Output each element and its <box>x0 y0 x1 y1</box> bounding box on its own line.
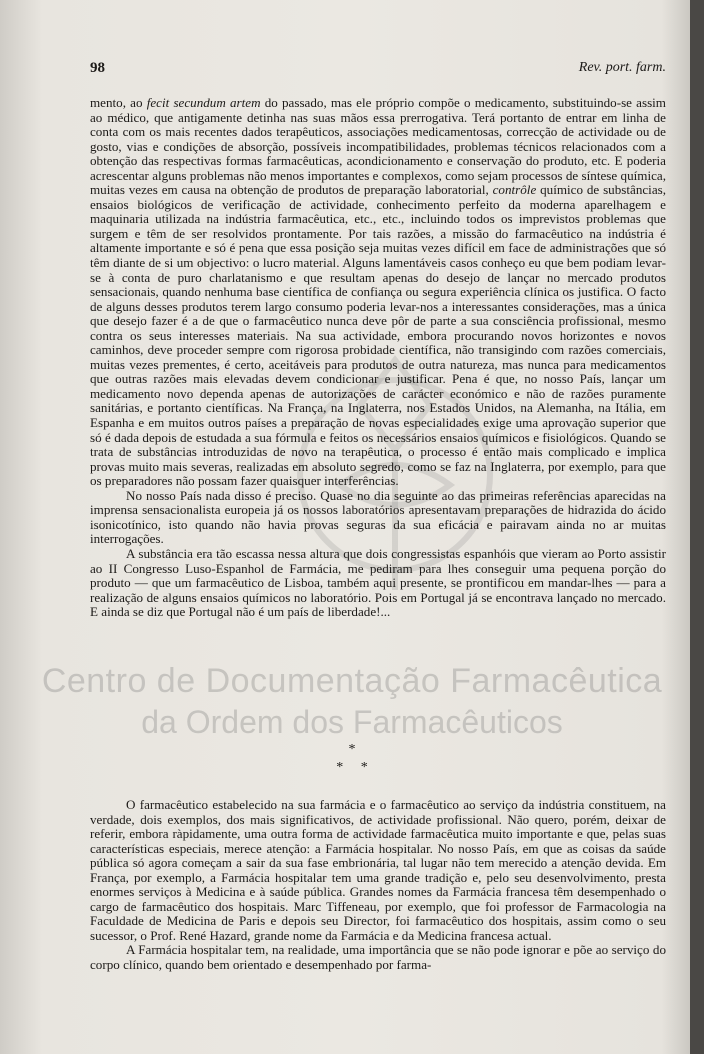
page-number: 98 <box>90 60 105 76</box>
scan-edge <box>690 0 704 1054</box>
section-separator-bottom: * * <box>336 760 368 775</box>
paragraph: A substância era tão escassa nessa altura que dois congressistas espanhóis que vieram ao Porto assistir ao II Congresso Luso-Espanhol de Farmácia, me pediram para lhes conseguir uma pequena porção do produto — que um farmacêutico de Lisboa, também aqui presente, se prontificou em mandar-lhes — para a realização de alguns ensaios químicos no laboratório. Pois em Portugal já se encontrava lançado no mercado. E ainda se diz que Portugal não é um país de liberdade!... <box>90 545 666 620</box>
watermark-line-1: Centro de Documentação Farmacêutica <box>41 662 663 700</box>
watermark-line-2: da Ordem dos Farmacêuticos <box>141 704 563 740</box>
paragraph: A Farmácia hospitalar tem, na realidade, uma importância que se não pode ignorar e põe ao serviço do corpo clínico, quando bem orientado e desempenhado por farma- <box>90 942 666 973</box>
journal-title: Rev. port. farm. <box>578 60 666 75</box>
article-body-top <box>90 96 666 620</box>
article-body-bottom <box>90 798 666 973</box>
paragraph: mento, ao fecit secundum artem do passado, mas ele próprio compõe o medicamento, substituindo-se assim ao médico, que antigamente detinha nas suas mãos essa prerrogativa. Terá portanto de entrar em linha de conta com os mais recentes dados terapêuticos, associações medicamentosas, correcção de actividade ou de gosto, vias e condições de absorção, possíveis incompatibilidades, problemas técnicos relacionados com a obtenção das respectivas formas farmacêuticas, acondicionamento e conservação do produto, etc. E poderia acrescentar alguns problemas não menos importantes e complexos, como sejam processos de síntese química, muitas vezes em causa na obtenção de produtos de preparação laboratorial, contrôle químico de substâncias, ensaios biológicos de verificação de actividade, conhecimento perfeito da moderna aparelhagem e maquinaria utilizada na indústria farmacêutica, etc., etc., incluindo todos os imprevistos problemas que surgem e têm de ser resolvidos prontamente. Por tais razões, a missão do farmacêutico na indústria é altamente importante e só é pena que essa posição seja muitas vezes difícil em face de administrações que só têm diante de si um objectivo: o lucro material. Alguns lamentáveis casos conheço eu que bem podiam levar-se à conta de puro charlatanismo e que resultam apenas do desejo de lançar no mercado produtos sensacionais, quando nenhuma base científica de confiança ou segura experiência clínica os justifica. O facto de alguns desses produtos terem largo consumo poderia levar-nos a interessantes considerações, mas a única que desejo fazer é a de que o farmacêutico nunca deve pôr de parte a sua consciência profissional, mesmo contra os seus interesses materiais. Na sua actividade, embora procurando novos horizontes e novos caminhos, deve proceder sempre com rigorosa probidade científica, não transigindo com razões comerciais, muitas vezes prementes, é certo, aceitáveis para produtos de outra natureza, mas nunca para medicamentos que outras razões mais elevadas devem condicionar e justificar. Pena é que, no nosso País, lançar um medicamento novo dependa apenas de autorizações de carácter económico e não de razões puramente sanitárias, e portanto científicas. Na França, na Inglaterra, nos Estados Unidos, na Alemanha, na Itália, em Espanha e em muitos outros países a preparação de novas especialidades exige uma aprovação superior que só é dada depois de estudada a sua fórmula e feitos os necessários ensaios químicos e fisiológicos. Quando se trata de substâncias introduzidas de novo na terapêutica, o processo é então mais complicado e implica provas muito mais severas, realizadas em absoluto segredo, como se faz na Inglaterra, por exemplo, para que os preparadores não possam fazer quaisquer interferências. <box>90 95 666 489</box>
section-separator-top: * <box>348 742 356 757</box>
page-header <box>90 60 666 82</box>
paragraph: O farmacêutico estabelecido na sua farmácia e o farmacêutico ao serviço da indústria constituem, na verdade, dois exemplos, dos mais significativos, de actividade profissional. Não quero, porém, deixar de referir, embora ràpidamente, uma outra forma de actividade farmacêutica muito importante e que, pelas suas características especiais, merece atenção: a Farmácia hospitalar. No nosso País, em que as coisas da saúde pública só agora começam a sair da sua fase embrionária, tal lugar não tem merecido a atenção devida. Em França, por exemplo, a Farmácia hospitalar tem uma grande tradição e, pelo seu desenvolvimento, presta enormes serviços à Medicina e à saúde pública. Grandes nomes da Farmácia francesa têm desempenhado o cargo de farmacêutico dos hospitais. Marc Tiffeneau, por exemplo, que foi professor de Farmacologia na Faculdade de Medicina de Paris e depois seu Director, foi farmacêutico dos hospitais, assim como o seu sucessor, o Prof. René Hazard, grande nome da Farmácia e da Medicina francesa actual. <box>90 797 666 943</box>
paragraph: No nosso País nada disso é preciso. Quase no dia seguinte ao das primeiras referências aparecidas na imprensa sensacionalista europeia já os nossos laboratórios apresentavam preparações de hidrazida do ácido isonicotínico, isto quando não havia provas seguras da sua eficácia e pairavam ainda no ar muitas interrogações. <box>90 487 666 547</box>
